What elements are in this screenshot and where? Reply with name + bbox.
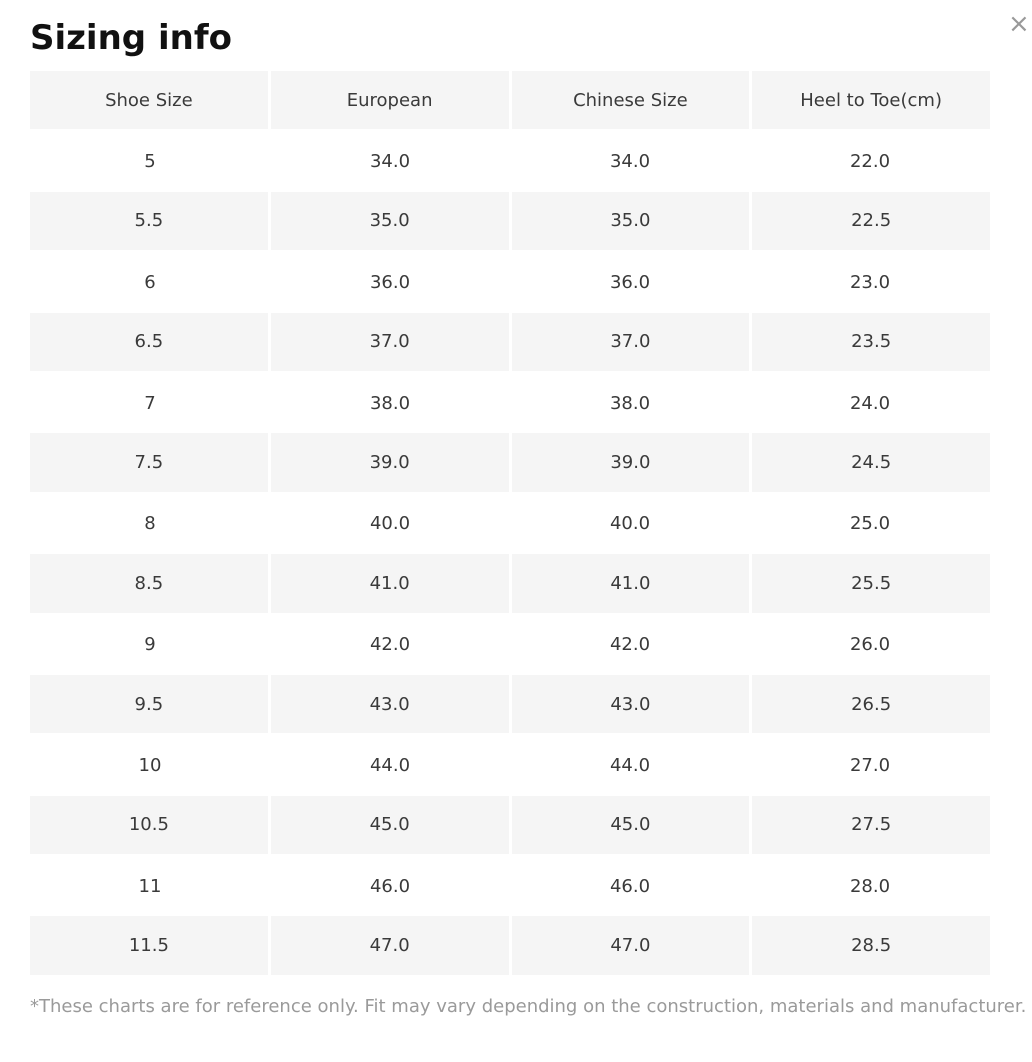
table-row bbox=[30, 675, 990, 735]
cell-chinese-size: 40.0 bbox=[609, 513, 651, 535]
cell-heel-to-toe: 28.5 bbox=[752, 916, 990, 976]
cell-european: 35.0 bbox=[271, 192, 512, 252]
cell-european: 34.0 bbox=[369, 151, 411, 173]
cell-european: 40.0 bbox=[369, 513, 411, 535]
cell-european: 36.0 bbox=[369, 271, 411, 293]
cell-shoe-size: 7.5 bbox=[30, 433, 271, 493]
cell-chinese-size: 41.0 bbox=[512, 554, 753, 614]
table-header-row bbox=[30, 71, 990, 131]
cell-heel-to-toe: 27.5 bbox=[752, 796, 990, 856]
cell-heel-to-toe: 24.5 bbox=[752, 433, 990, 493]
cell-heel-to-toe: 23.5 bbox=[752, 313, 990, 373]
table-row bbox=[30, 615, 990, 675]
cell-shoe-size: 8.5 bbox=[30, 554, 271, 614]
cell-chinese-size: 47.0 bbox=[512, 916, 753, 976]
cell-european: 47.0 bbox=[271, 916, 512, 976]
table-row bbox=[30, 856, 990, 916]
sizing-table bbox=[30, 71, 990, 977]
table-row bbox=[30, 192, 990, 252]
cell-european: 46.0 bbox=[369, 875, 411, 897]
column-header-heel-to-toe: Heel to Toe(cm) bbox=[752, 71, 990, 131]
cell-shoe-size: 10.5 bbox=[30, 796, 271, 856]
cell-shoe-size: 6.5 bbox=[30, 313, 271, 373]
page-title: Sizing info bbox=[30, 18, 232, 58]
cell-shoe-size: 11.5 bbox=[30, 916, 271, 976]
cell-european: 45.0 bbox=[271, 796, 512, 856]
cell-european: 42.0 bbox=[369, 634, 411, 656]
cell-european: 39.0 bbox=[271, 433, 512, 493]
cell-shoe-size: 5 bbox=[144, 151, 156, 173]
cell-chinese-size: 38.0 bbox=[609, 392, 651, 414]
cell-heel-to-toe: 23.0 bbox=[849, 271, 891, 293]
cell-chinese-size: 44.0 bbox=[609, 754, 651, 776]
cell-shoe-size: 10 bbox=[138, 754, 162, 776]
table-row bbox=[30, 313, 990, 373]
cell-chinese-size: 37.0 bbox=[512, 313, 753, 373]
cell-shoe-size: 8 bbox=[144, 513, 156, 535]
table-row bbox=[30, 796, 990, 856]
table-row bbox=[30, 433, 990, 493]
column-header-european: European bbox=[271, 71, 512, 131]
cell-heel-to-toe: 24.0 bbox=[849, 392, 891, 414]
cell-chinese-size: 45.0 bbox=[512, 796, 753, 856]
cell-european: 43.0 bbox=[271, 675, 512, 735]
table-body bbox=[30, 131, 990, 976]
cell-european: 37.0 bbox=[271, 313, 512, 373]
cell-heel-to-toe: 26.0 bbox=[849, 634, 891, 656]
cell-shoe-size: 11 bbox=[138, 875, 162, 897]
cell-heel-to-toe: 22.5 bbox=[752, 192, 990, 252]
cell-shoe-size: 7 bbox=[144, 392, 156, 414]
cell-chinese-size: 39.0 bbox=[512, 433, 753, 493]
cell-shoe-size: 6 bbox=[144, 271, 156, 293]
cell-chinese-size: 34.0 bbox=[609, 151, 651, 173]
cell-heel-to-toe: 27.0 bbox=[849, 754, 891, 776]
cell-heel-to-toe: 22.0 bbox=[849, 151, 891, 173]
cell-shoe-size: 9 bbox=[144, 634, 156, 656]
close-icon[interactable]: × bbox=[1008, 9, 1030, 39]
cell-shoe-size: 9.5 bbox=[30, 675, 271, 735]
cell-chinese-size: 35.0 bbox=[512, 192, 753, 252]
column-header-shoe-size: Shoe Size bbox=[30, 71, 271, 131]
table-row bbox=[30, 735, 990, 795]
table-row bbox=[30, 494, 990, 554]
table-row bbox=[30, 916, 990, 976]
table-row bbox=[30, 373, 990, 433]
footnote: *These charts are for reference only. Fit may vary depending on the construction, materials and manufacturer. bbox=[30, 996, 1027, 1017]
cell-heel-to-toe: 28.0 bbox=[849, 875, 891, 897]
column-header-chinese-size: Chinese Size bbox=[512, 71, 753, 131]
cell-shoe-size: 5.5 bbox=[30, 192, 271, 252]
cell-chinese-size: 42.0 bbox=[609, 634, 651, 656]
table-row bbox=[30, 252, 990, 312]
cell-heel-to-toe: 25.0 bbox=[849, 513, 891, 535]
cell-chinese-size: 46.0 bbox=[609, 875, 651, 897]
cell-european: 41.0 bbox=[271, 554, 512, 614]
cell-chinese-size: 36.0 bbox=[609, 271, 651, 293]
cell-european: 44.0 bbox=[369, 754, 411, 776]
cell-heel-to-toe: 26.5 bbox=[752, 675, 990, 735]
cell-european: 38.0 bbox=[369, 392, 411, 414]
table-row bbox=[30, 131, 990, 191]
table-row bbox=[30, 554, 990, 614]
cell-heel-to-toe: 25.5 bbox=[752, 554, 990, 614]
cell-chinese-size: 43.0 bbox=[512, 675, 753, 735]
